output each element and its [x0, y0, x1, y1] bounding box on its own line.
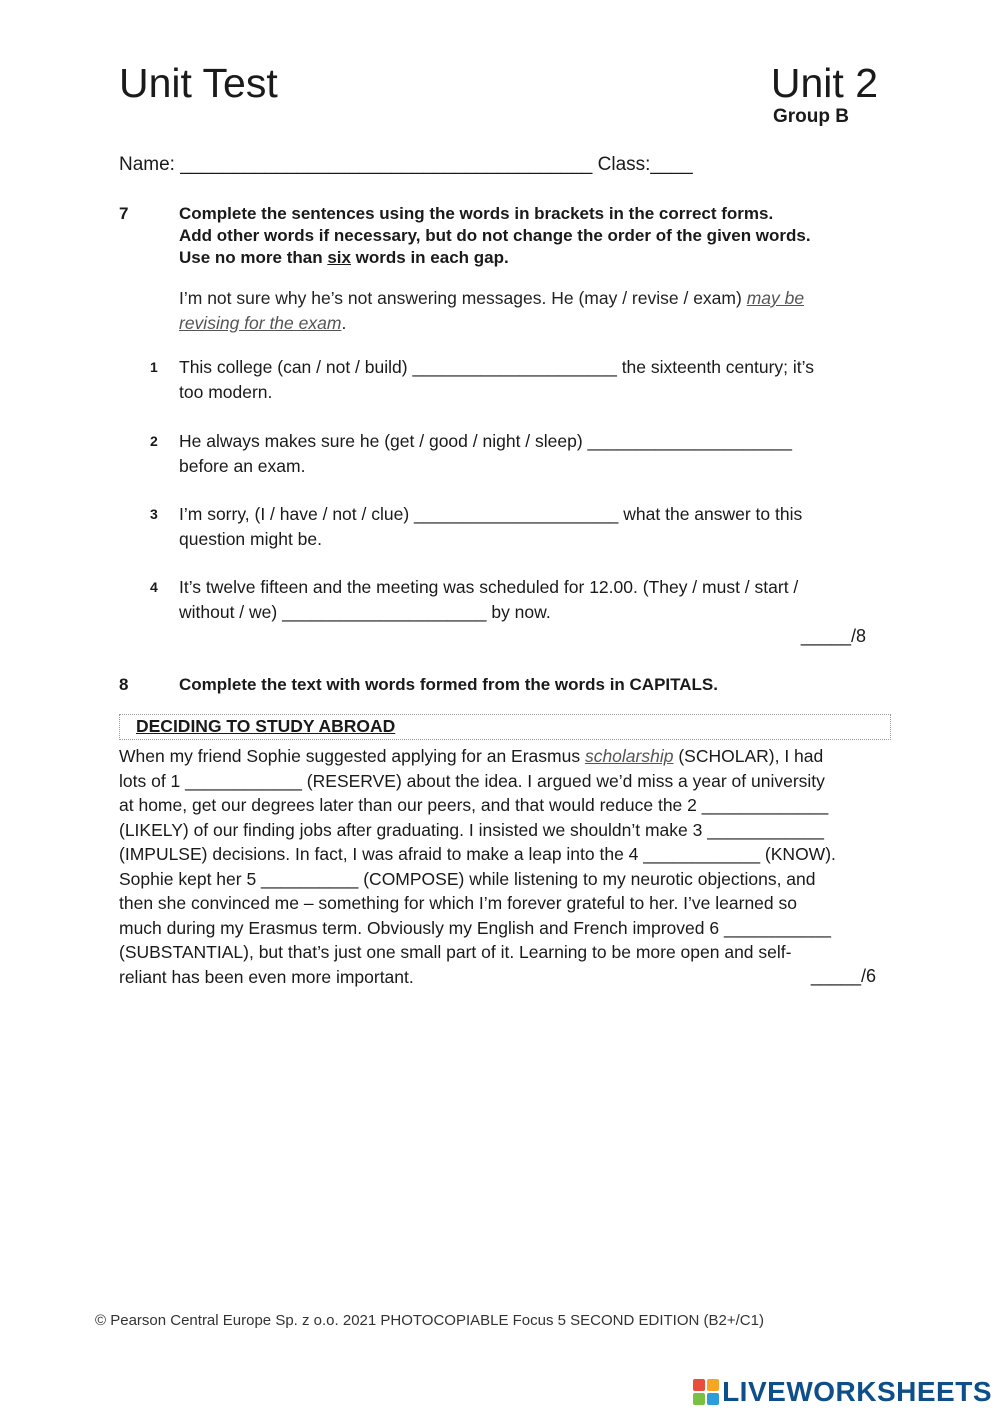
text-line: then she convinced me – something for which I’m forever grateful to her. I’ve learned so	[119, 893, 797, 913]
question-7-number: 7	[119, 204, 129, 223]
list-item: I’m sorry, (I / have / not / clue) _____________________ what the answer to this question might be.	[179, 504, 803, 549]
item-number: 4	[150, 579, 158, 595]
logo-icon	[693, 1379, 719, 1405]
example-answer: revising for the exam	[179, 312, 342, 333]
question-8-instruction: Complete the text with words formed from the words in CAPITALS.	[179, 675, 718, 694]
question-8-number: 8	[119, 675, 129, 694]
text-line: When my friend Sophie suggested applying for an Erasmus scholarship (SCHOLAR), I had	[119, 746, 824, 766]
list-item: This college (can / not / build) _____________________ the sixteenth century; it’s too modern.	[179, 357, 814, 402]
instruction-line: Add other words if necessary, but do not change the order of the given words.	[179, 226, 811, 245]
unit-label: Unit 2	[770, 60, 878, 106]
text-line: (LIKELY) of our finding jobs after graduating. I insisted we shouldn’t make 3 ____________	[119, 819, 824, 840]
item-number: 2	[150, 433, 158, 449]
brand-name: LIVEWORKSHEETS	[722, 1376, 992, 1407]
item-number: 3	[150, 506, 158, 522]
text-line: lots of 1 ____________ (RESERVE) about the idea. I argued we’d miss a year of university	[119, 770, 825, 791]
text-line: at home, get our degrees later than our peers, and that would reduce the 2 _____________	[119, 795, 829, 815]
text-title: DECIDING TO STUDY ABROAD	[136, 716, 396, 736]
text-line: much during my Erasmus term. Obviously my English and French improved 6 ___________	[119, 917, 832, 938]
liveworksheets-logo	[693, 1376, 992, 1408]
list-item: He always makes sure he (get / good / night / sleep) _____________________ before an exam.	[179, 431, 792, 476]
score-q8: _____/6	[810, 966, 876, 986]
text-line: (IMPULSE) decisions. In fact, I was afraid to make a leap into the 4 ____________ (KNOW).	[119, 844, 836, 864]
item-number: 1	[150, 359, 158, 375]
instruction-line: Complete the sentences using the words in brackets in the correct forms.	[179, 204, 774, 223]
list-item: It’s twelve fifteen and the meeting was scheduled for 12.00. (They / must / start / without / we) _____________________ by now.	[179, 577, 799, 622]
example-answer: scholarship	[584, 746, 674, 766]
reading-text	[119, 744, 879, 989]
score-q7: _____/8	[800, 626, 866, 646]
instruction-line: Use no more than six words in each gap.	[179, 248, 509, 267]
page-title: Unit Test	[119, 60, 278, 106]
text-line: (SUBSTANTIAL), but that’s just one small part of it. Learning to be more open and self-	[119, 942, 792, 962]
name-class-row: Name: _______________________________________ Class:____	[119, 154, 693, 175]
example-sentence: I’m not sure why he’s not answering messages. He (may / revise / exam) may be revising for the exam.	[179, 288, 805, 333]
copyright-footer: © Pearson Central Europe Sp. z o.o. 2021 PHOTOCOPIABLE Focus 5 SECOND EDITION (B2+/C1)	[95, 1312, 764, 1329]
example-answer: may be	[746, 288, 805, 308]
text-line: reliant has been even more important.	[119, 966, 414, 987]
text-line: Sophie kept her 5 __________ (COMPOSE) while listening to my neurotic objections, and	[119, 868, 816, 889]
group-label: Group B	[773, 106, 849, 127]
question-7-instruction	[179, 203, 899, 269]
